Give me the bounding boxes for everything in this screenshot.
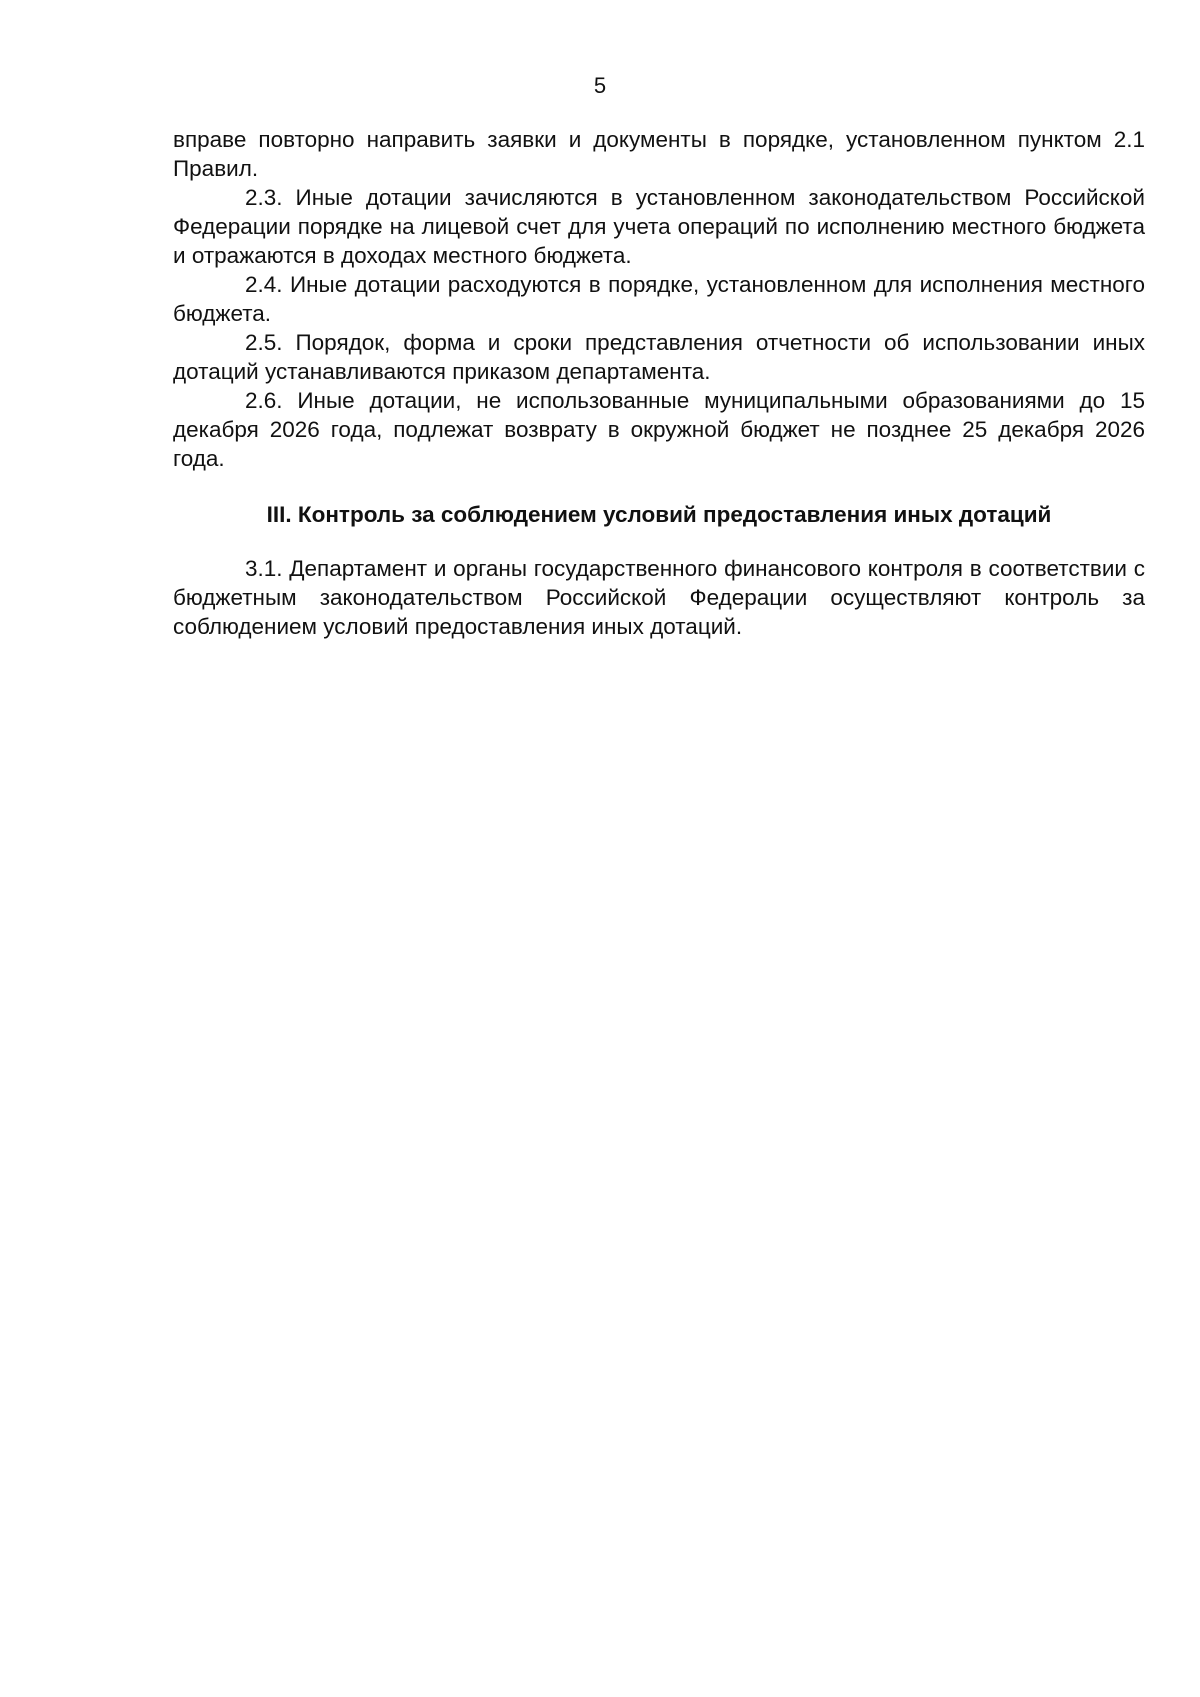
page-number: 5: [593, 73, 607, 98]
paragraph-2-3: 2.3. Иные дотации зачисляются в установленном законодательством Российской Федерации порядке на лицевой счет для учета операций по исполнению местного бюджета и отражаются в доходах местного бюджета.: [173, 185, 1145, 268]
paragraph-2-5: 2.5. Порядок, форма и сроки представления отчетности об использовании иных дотаций устанавливаются приказом департамента.: [173, 330, 1145, 384]
section-heading: III. Контроль за соблюдением условий предоставления иных дотаций: [266, 502, 1052, 527]
paragraph-2-4: 2.4. Иные дотации расходуются в порядке, установленном для исполнения местного бюджета.: [173, 272, 1145, 326]
document-body: [173, 125, 1145, 641]
paragraph-2-6: 2.6. Иные дотации, не использованные муниципальными образованиями до 15 декабря 2026 года, подлежат возврату в окружной бюджет не позднее 25 декабря 2026 года.: [173, 388, 1145, 471]
paragraph-continuation: вправе повторно направить заявки и документы в порядке, установленном пунктом 2.1 Правил.: [173, 127, 1145, 181]
paragraph-3-1: 3.1. Департамент и органы государственного финансового контроля в соответствии с бюджетным законодательством Российской Федерации осуществляют контроль за соблюдением условий предоставления иных дотаций.: [173, 556, 1145, 639]
